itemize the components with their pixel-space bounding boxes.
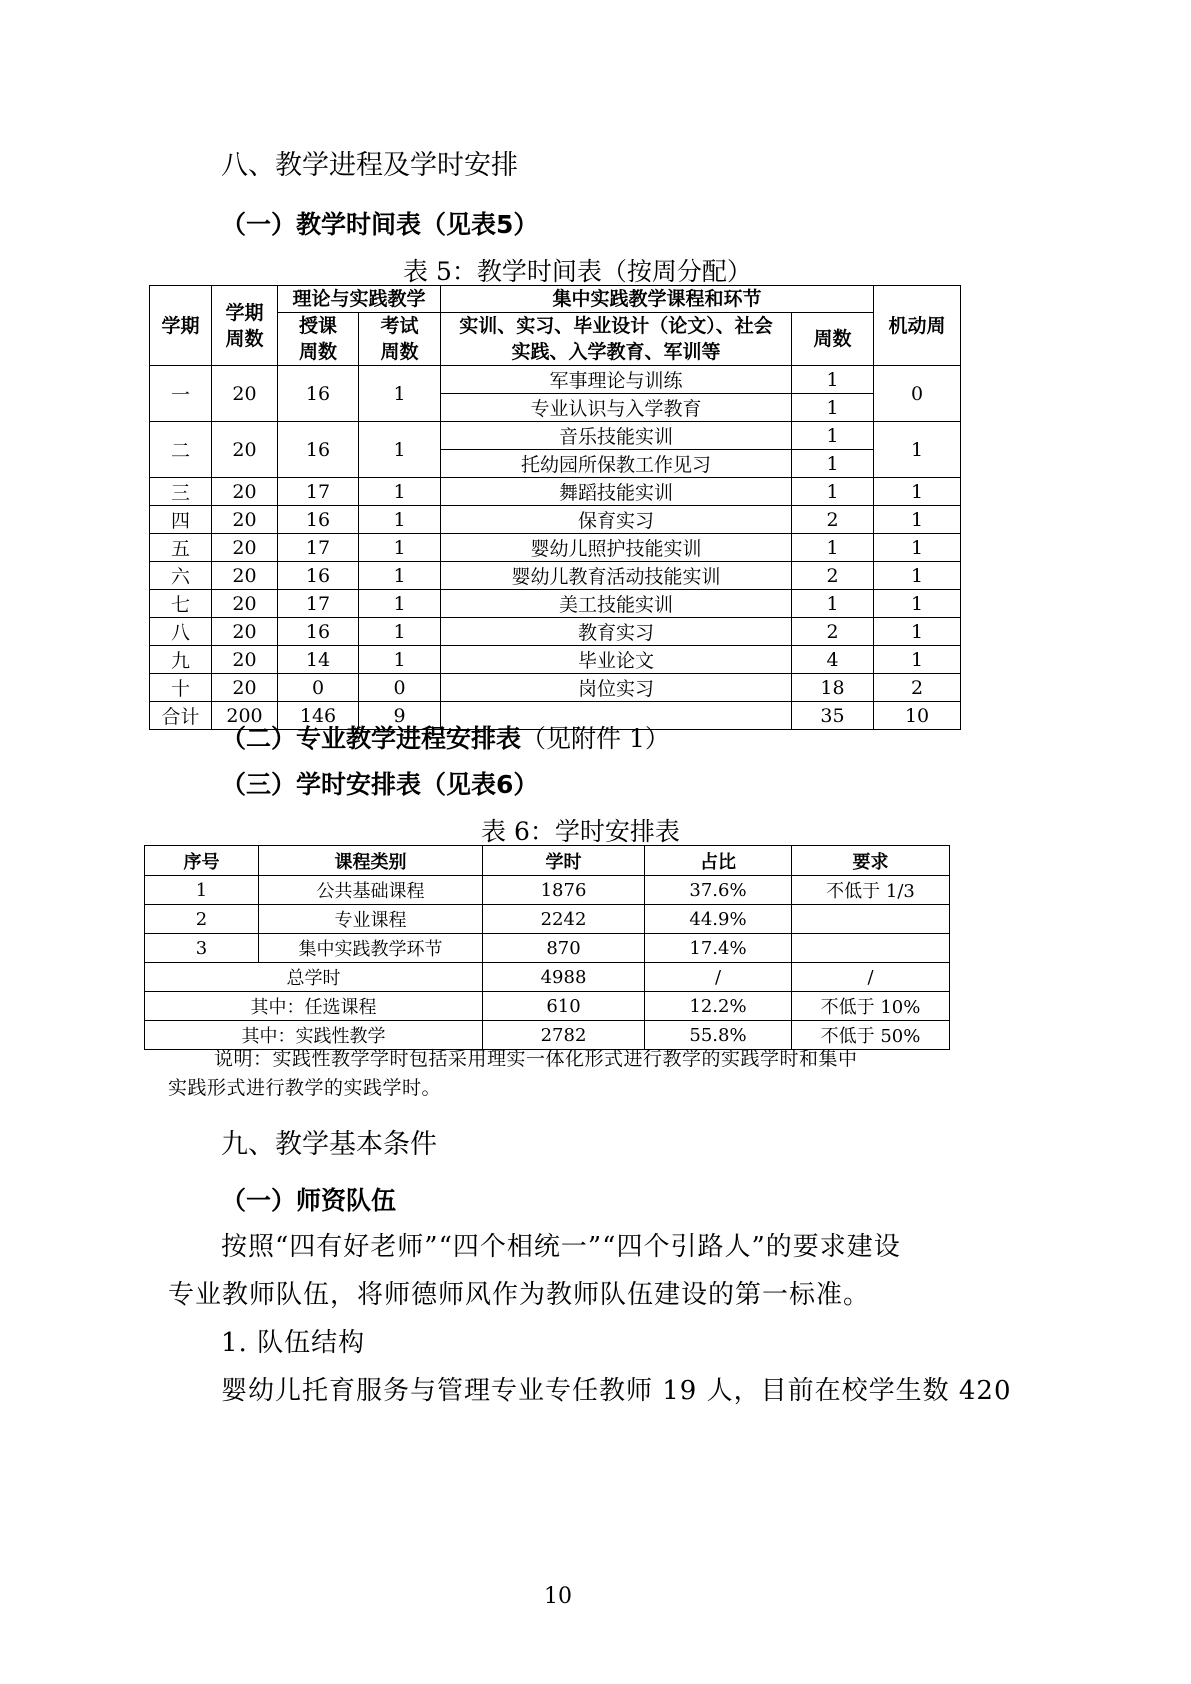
activity-weeks-cell: 1 [792, 394, 874, 422]
exam-weeks-cell: 1 [359, 646, 441, 674]
header-serial: 序号 [145, 846, 259, 876]
table-row [150, 422, 961, 450]
ratio-cell: 17.4% [645, 934, 792, 963]
flex-weeks-cell: 2 [874, 674, 961, 702]
paragraph-line: 按照“四有好老师”“四个相统一”“四个引路人”的要求建设 [221, 1232, 901, 1262]
category-cell: 集中实践教学环节 [259, 934, 483, 963]
activity-cell: 托幼园所保教工作见习 [441, 450, 792, 478]
term-cell: 九 [150, 646, 212, 674]
table5-caption: 表 5：教学时间表（按周分配） [403, 257, 752, 286]
flex-weeks-cell: 10 [874, 702, 961, 730]
exam-weeks-cell: 1 [359, 366, 441, 422]
table-row [150, 534, 961, 562]
activity-cell: 毕业论文 [441, 646, 792, 674]
summary-label-cell: 其中：任选课程 [145, 992, 483, 1021]
total-weeks-cell: 20 [212, 506, 278, 534]
subheading-faculty: （一）师资队伍 [221, 1186, 397, 1215]
header-ratio: 占比 [645, 846, 792, 876]
exam-weeks-cell: 1 [359, 562, 441, 590]
activity-weeks-cell: 1 [792, 422, 874, 450]
subheading-hours-plan: （三）学时安排表（见表6） [221, 770, 539, 799]
table-row [150, 562, 961, 590]
total-weeks-cell: 20 [212, 478, 278, 506]
activity-weeks-cell: 1 [792, 590, 874, 618]
exam-weeks-cell: 9 [359, 702, 441, 730]
header-concentrated-practice: 集中实践教学课程和环节 [441, 286, 874, 313]
section-heading-8: 八、教学进程及学时安排 [221, 150, 518, 181]
table-row [150, 478, 961, 506]
activity-cell: 教育实习 [441, 618, 792, 646]
term-cell: 二 [150, 422, 212, 478]
header-requirement: 要求 [792, 846, 950, 876]
table-row [145, 905, 950, 934]
table-row [150, 674, 961, 702]
term-cell: 八 [150, 618, 212, 646]
term-cell: 十 [150, 674, 212, 702]
subheading-teaching-schedule: （一）教学时间表（见表5） [221, 210, 539, 239]
table6-caption: 表 6：学时安排表 [481, 817, 680, 846]
teaching-weeks-cell: 16 [278, 506, 359, 534]
exam-weeks-cell: 1 [359, 478, 441, 506]
activity-cell: 美工技能实训 [441, 590, 792, 618]
requirement-cell: / [792, 963, 950, 992]
table-row [150, 618, 961, 646]
table-row [150, 366, 961, 394]
activity-weeks-cell: 1 [792, 478, 874, 506]
teaching-weeks-cell: 16 [278, 366, 359, 422]
activity-weeks-cell: 2 [792, 562, 874, 590]
exam-weeks-cell: 1 [359, 618, 441, 646]
table-note-line2: 实践形式进行教学的实践学时。 [168, 1077, 442, 1099]
flex-weeks-cell: 1 [874, 590, 961, 618]
teaching-weeks-cell: 17 [278, 534, 359, 562]
category-cell: 专业课程 [259, 905, 483, 934]
total-weeks-cell: 20 [212, 422, 278, 478]
teaching-weeks-cell: 14 [278, 646, 359, 674]
teaching-weeks-cell: 146 [278, 702, 359, 730]
activity-cell: 军事理论与训练 [441, 366, 792, 394]
flex-weeks-cell: 1 [874, 646, 961, 674]
hours-cell: 2242 [483, 905, 645, 934]
ratio-cell: 12.2% [645, 992, 792, 1021]
activity-weeks-cell: 1 [792, 366, 874, 394]
table-row [145, 934, 950, 963]
header-exam-weeks: 考试 周数 [359, 313, 441, 366]
activity-weeks-cell: 4 [792, 646, 874, 674]
teaching-weeks-cell: 16 [278, 422, 359, 478]
flex-weeks-cell: 1 [874, 478, 961, 506]
activity-weeks-cell: 18 [792, 674, 874, 702]
summary-row [145, 992, 950, 1021]
flex-weeks-cell: 1 [874, 618, 961, 646]
exam-weeks-cell: 1 [359, 590, 441, 618]
header-theory-practice: 理论与实践教学 [278, 286, 441, 313]
serial-cell: 3 [145, 934, 259, 963]
total-weeks-cell: 20 [212, 562, 278, 590]
hours-cell: 1876 [483, 876, 645, 905]
flex-weeks-cell: 1 [874, 506, 961, 534]
total-weeks-cell: 20 [212, 534, 278, 562]
activity-cell: 婴幼儿照护技能实训 [441, 534, 792, 562]
total-weeks-cell: 20 [212, 590, 278, 618]
total-weeks-cell: 20 [212, 366, 278, 422]
hours-cell: 2782 [483, 1021, 645, 1050]
hours-cell: 4988 [483, 963, 645, 992]
page-number: 10 [544, 1584, 572, 1609]
activity-cell: 岗位实习 [441, 674, 792, 702]
header-term-weeks: 学期 周数 [212, 286, 278, 366]
term-cell: 五 [150, 534, 212, 562]
table-row [145, 876, 950, 905]
paragraph-line: 专业教师队伍，将师德师风作为教师队伍建设的第一标准。 [168, 1280, 871, 1310]
category-cell: 公共基础课程 [259, 876, 483, 905]
requirement-cell [792, 905, 950, 934]
teaching-weeks-cell: 0 [278, 674, 359, 702]
serial-cell: 1 [145, 876, 259, 905]
serial-cell: 2 [145, 905, 259, 934]
activity-cell: 音乐技能实训 [441, 422, 792, 450]
section-heading-9: 九、教学基本条件 [221, 1129, 437, 1160]
hours-cell: 870 [483, 934, 645, 963]
requirement-cell: 不低于 50% [792, 1021, 950, 1050]
header-term: 学期 [150, 286, 212, 366]
teaching-weeks-cell: 16 [278, 562, 359, 590]
ratio-cell: 55.8% [645, 1021, 792, 1050]
activity-cell: 舞蹈技能实训 [441, 478, 792, 506]
subheading-progress-plan: （二）专业教学进程安排表（见附件 1） [221, 724, 670, 753]
flex-weeks-cell: 1 [874, 562, 961, 590]
summary-label-cell: 总学时 [145, 963, 483, 992]
activity-weeks-cell: 1 [792, 450, 874, 478]
flex-weeks-cell: 0 [874, 366, 961, 422]
activity-cell: 专业认识与入学教育 [441, 394, 792, 422]
table-row [150, 646, 961, 674]
activity-weeks-cell: 2 [792, 506, 874, 534]
table-row [150, 590, 961, 618]
activity-cell: 保育实习 [441, 506, 792, 534]
summary-label-cell: 其中：实践性教学 [145, 1021, 483, 1050]
exam-weeks-cell: 0 [359, 674, 441, 702]
exam-weeks-cell: 1 [359, 534, 441, 562]
ratio-cell: / [645, 963, 792, 992]
header-teaching-weeks: 授课 周数 [278, 313, 359, 366]
teaching-schedule-table [149, 285, 961, 730]
activity-weeks-cell: 1 [792, 534, 874, 562]
flex-weeks-cell: 1 [874, 422, 961, 478]
term-cell: 三 [150, 478, 212, 506]
term-cell: 一 [150, 366, 212, 422]
table-note-line1: 说明：实践性教学学时包括采用理实一体化形式进行教学的实践学时和集中 [214, 1048, 858, 1070]
teaching-weeks-cell: 17 [278, 590, 359, 618]
requirement-cell: 不低于 10% [792, 992, 950, 1021]
summary-row [145, 963, 950, 992]
exam-weeks-cell: 1 [359, 506, 441, 534]
requirement-cell [792, 934, 950, 963]
header-weeks: 周数 [792, 313, 874, 366]
teaching-weeks-cell: 16 [278, 618, 359, 646]
total-weeks-cell: 20 [212, 646, 278, 674]
ratio-cell: 37.6% [645, 876, 792, 905]
list-item-heading: 1. 队伍结构 [221, 1328, 366, 1358]
header-flex-weeks: 机动周 [874, 286, 961, 366]
term-cell: 七 [150, 590, 212, 618]
activity-weeks-cell: 2 [792, 618, 874, 646]
paragraph-line: 婴幼儿托育服务与管理专业专任教师 19 人，目前在校学生数 420 [221, 1376, 1012, 1406]
requirement-cell: 不低于 1/3 [792, 876, 950, 905]
total-label-cell: 合计 [150, 702, 212, 730]
flex-weeks-cell: 1 [874, 534, 961, 562]
hours-arrangement-table [144, 845, 950, 1050]
activity-cell: 婴幼儿教育活动技能实训 [441, 562, 792, 590]
table-row [150, 506, 961, 534]
activity-weeks-cell: 35 [792, 702, 874, 730]
total-weeks-cell: 200 [212, 702, 278, 730]
ratio-cell: 44.9% [645, 905, 792, 934]
header-activities: 实训、实习、毕业设计（论文）、社会 实践、入学教育、军训等 [441, 313, 792, 366]
teaching-weeks-cell: 17 [278, 478, 359, 506]
header-hours: 学时 [483, 846, 645, 876]
term-cell: 四 [150, 506, 212, 534]
term-cell: 六 [150, 562, 212, 590]
header-course-category: 课程类别 [259, 846, 483, 876]
hours-cell: 610 [483, 992, 645, 1021]
total-weeks-cell: 20 [212, 674, 278, 702]
exam-weeks-cell: 1 [359, 422, 441, 478]
total-weeks-cell: 20 [212, 618, 278, 646]
